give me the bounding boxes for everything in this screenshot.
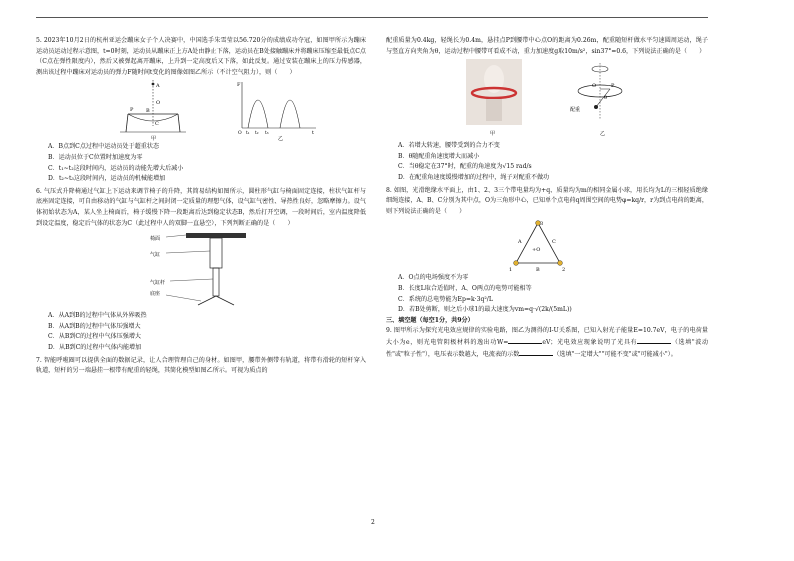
q8-option-b: B．长度L取合适值时，A、O两点的电势可能相等 bbox=[398, 284, 532, 292]
page-number: 2 bbox=[371, 519, 375, 526]
section-fill-in: 三、填空题（每空1分，共9分） bbox=[386, 316, 474, 324]
triangle-charge-diagram bbox=[386, 217, 708, 273]
angle-theta: θ bbox=[604, 95, 608, 102]
q7-option-a: A．若增大转速，腰带受到的合力不变 bbox=[398, 142, 500, 150]
q9-part4: （选填"一定增大""可能不变"或"可能减小"）。 bbox=[553, 350, 677, 358]
mid-a: A bbox=[518, 239, 522, 246]
q7-figure bbox=[386, 57, 708, 141]
q7-stem-left: 7. 智能呼啦圈可以提供全面的数据记录，让人合理管理自己的身材。如图甲，腰带外侧带有轨道，将带有滑轮的短杆穿入轨道，短杆的另一端悬挂一根带有配重的轻绳，其简化模型如图乙所示。可视为质点的 bbox=[36, 356, 366, 375]
q7-option-c: C．当θ稳定在37°时，配重的角速度为√15 rad/s bbox=[398, 163, 532, 171]
q6-option-a: A．从A到B的过程中气体从外界吸热 bbox=[48, 312, 147, 320]
q8-option-a: A．O点的电场强度不为零 bbox=[398, 274, 469, 282]
q8-option-d: D．若B处剪断，则之后小球1的最大速度为vm=q·√(2k/(5mL)) bbox=[398, 306, 572, 314]
point-o: O bbox=[592, 83, 597, 90]
label-rod: 气缸杆 bbox=[150, 280, 166, 287]
q6-figure bbox=[36, 229, 366, 311]
q6-option-d: D．从B到C的过程中气体内能增加 bbox=[48, 343, 142, 351]
q9-blank-2[interactable] bbox=[637, 337, 671, 344]
q5-figure bbox=[36, 78, 366, 142]
tick-t2: t₂ bbox=[255, 131, 259, 137]
point-p: P bbox=[130, 107, 134, 114]
point-b: B bbox=[146, 108, 150, 115]
center-o: +O bbox=[532, 247, 541, 254]
q7-option-d: D．在配重角速度缓慢增加的过程中，绳子对配重不做功 bbox=[398, 173, 550, 181]
q7-stem-right: 配重质量为0.4kg，轻绳长为0.4m，悬挂点P到腰带中心点O的距离为0.26m，配重随短杆做水平匀速圆周运动，绳子与竖直方向夹角为θ，运动过程中腰带可看成不动，重力加速度g取10m/s²，sin37°=0.6，下列说法正确的是（ ） bbox=[386, 37, 708, 55]
q9-part2: eV；光电效应现象说明了光具有 bbox=[542, 338, 638, 346]
label-weight: 配重 bbox=[570, 107, 581, 114]
tick-t3: t₃ bbox=[265, 131, 269, 137]
q9-stem bbox=[386, 326, 708, 360]
mid-b: B bbox=[536, 267, 540, 274]
fig-yi-label: 乙 bbox=[278, 136, 284, 143]
q9-blank-3[interactable] bbox=[519, 349, 553, 356]
tick-t1: t₁ bbox=[246, 131, 250, 137]
right-column bbox=[386, 36, 708, 360]
q6-stem: 6. 气压式升降椅通过气缸上下运动来调节椅子的升降，其简易结构如图所示，圆柱形气缸与椅面固定连接，柱状气缸杆与底座固定连接，可自由移动的气缸与气缸杆之间封闭一定质量的理想气体，设气缸气密性、导热性良好，忽略摩擦力。设气体初始状态为A，某人坐上椅面后，椅子缓慢下降一段距离后达到稳定状态B，然后打开空调，一段时间后，室内温度降低到设定温度，稳定后气体的状态为C（此过程中人的双脚一直悬空），下列判断正确的是（ ） bbox=[36, 187, 366, 227]
label-base: 底座 bbox=[150, 291, 161, 298]
point-c: C bbox=[155, 121, 159, 128]
q5-option-c: C．t₁~t₂这段时间内，运动员的动能先增大后减小 bbox=[48, 164, 184, 172]
q6-option-c: C．从B到C的过程中气体压强增大 bbox=[48, 333, 142, 341]
point-p: P bbox=[611, 83, 615, 90]
q8-figure bbox=[386, 217, 708, 273]
axis-t: t bbox=[312, 130, 315, 137]
q9-part1: 9. 图甲所示为探究光电效应规律的实验电路，图乙为测得的I-U关系图，已知入射光子能量E=10.7eV，电子的电荷量大小为e，则光电管阴极材料的逸出功W= bbox=[386, 327, 708, 346]
q5-option-b: B．运动员位于C位置时加速度为零 bbox=[48, 153, 143, 161]
q8-stem: 8. 如图，光滑绝缘水平面上，由1、2、3三个带电量均为+q、质量均为m的相同金属小球，用长均为L的三根轻质绝缘细绳连接，A、B、C分别为其中点，O为三角形中心，已知单个点电荷q周围空间的电势φ=kq/r，r为到点电荷的距离，则下列说法正确的是（ ） bbox=[386, 186, 708, 215]
label-cylinder: 气缸 bbox=[150, 252, 161, 259]
q5-diagram bbox=[36, 78, 366, 142]
q6-option-b: B．从A到B的过程中气体压强增大 bbox=[48, 322, 141, 330]
q5-option-d: D．t₂~t₃这段时间内，运动员的机械能增加 bbox=[48, 175, 166, 183]
axis-f: F bbox=[237, 82, 241, 89]
q9-part3: （选填"波动性"或"粒子性"），电压表示数越大，电流表的示数 bbox=[386, 338, 708, 358]
left-column bbox=[36, 36, 366, 377]
fig-yi-label: 乙 bbox=[600, 131, 606, 138]
force-time-graph bbox=[237, 82, 316, 142]
q7-option-b: B．θ随配重角速度增大而减小 bbox=[398, 152, 480, 160]
q8-option-c: C．系统的总电势能为Ep=k·3q²/L bbox=[398, 295, 493, 303]
ball-1: 1 bbox=[509, 267, 513, 274]
point-a: A bbox=[156, 83, 160, 90]
axis-origin: O bbox=[238, 131, 242, 137]
point-o: O bbox=[156, 100, 161, 107]
fig-jia-label: 甲 bbox=[151, 136, 157, 143]
q9-blank-1[interactable] bbox=[508, 337, 542, 344]
trampoline-figure bbox=[120, 80, 186, 142]
lift-chair-diagram bbox=[36, 229, 366, 311]
fig-jia-label: 甲 bbox=[490, 131, 496, 138]
q5-option-a: A．B点到C点过程中运动员处于超重状态 bbox=[48, 143, 160, 151]
hula-hoop-diagram bbox=[386, 57, 708, 141]
mid-c: C bbox=[552, 239, 556, 246]
q5-stem: 5. 2023年10月2日的杭州亚运会蹦床女子个人决赛中，中国选手朱雪莹以56.720分的成绩成功夺冠，如图甲所示为蹦床运动员运动过程示意图，t=0时刻，运动员从蹦床正上方A处由静止下落，运动员在B处接触蹦床并将蹦床压缩至最低点C点（C点在弹性限度内），然后又被弹起离开蹦床，上升到一定高度后又下落，如此反复。通过安装在蹦床上的压力传感器，测出该过程中蹦床对运动员的弹力F随时间t变化的图像如图乙所示（不计空气阻力），则（ ） bbox=[36, 37, 366, 76]
ball-3: 3 bbox=[540, 221, 544, 228]
label-seat: 椅面 bbox=[150, 236, 161, 243]
header-rule bbox=[36, 17, 708, 18]
ball-2: 2 bbox=[562, 267, 566, 274]
